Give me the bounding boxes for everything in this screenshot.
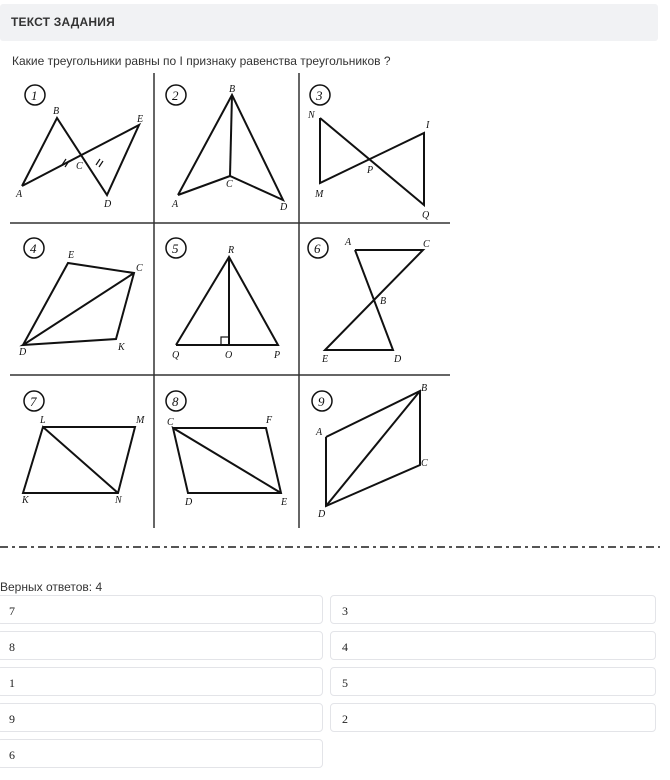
- svg-text:A: A: [16, 189, 23, 200]
- figure-cell-2: [166, 84, 288, 213]
- svg-text:O: O: [225, 350, 233, 361]
- svg-text:C: C: [226, 179, 233, 190]
- svg-text:5: 5: [172, 241, 179, 256]
- svg-text:C: C: [423, 239, 430, 250]
- svg-text:E: E: [322, 354, 329, 365]
- svg-text:6: 6: [314, 241, 321, 256]
- svg-text:P: P: [274, 350, 281, 361]
- svg-text:B: B: [421, 383, 428, 394]
- answer-option[interactable]: 3: [330, 595, 656, 624]
- svg-text:D: D: [318, 509, 326, 520]
- svg-text:M: M: [136, 415, 145, 426]
- svg-text:B: B: [380, 296, 387, 307]
- svg-text:K: K: [22, 495, 29, 506]
- svg-text:4: 4: [30, 241, 37, 256]
- svg-text:8: 8: [172, 394, 179, 409]
- answer-option[interactable]: 7: [0, 595, 323, 624]
- svg-text:C: C: [167, 417, 174, 428]
- answer-option[interactable]: 8: [0, 631, 323, 660]
- figure-cell-1: [15, 85, 143, 210]
- svg-text:E: E: [68, 250, 75, 261]
- svg-text:I: I: [426, 120, 430, 131]
- svg-text:P: P: [367, 165, 374, 176]
- figure-cell-7: [21, 391, 145, 506]
- answer-option[interactable]: 5: [330, 667, 656, 696]
- question-text: Какие треугольники равны по I признаку равенства треугольников ?: [12, 54, 391, 68]
- svg-text:A: A: [172, 199, 179, 210]
- answer-option[interactable]: 1: [0, 667, 323, 696]
- svg-text:1: 1: [31, 88, 38, 103]
- svg-text:N: N: [308, 110, 315, 121]
- figure-cell-8: [166, 391, 287, 508]
- svg-text:C: C: [76, 161, 83, 172]
- svg-text:Q: Q: [172, 350, 180, 361]
- figure-cell-6: [308, 237, 430, 365]
- svg-text:7: 7: [30, 394, 37, 409]
- svg-text:D: D: [394, 354, 402, 365]
- svg-text:2: 2: [172, 88, 179, 103]
- triangles-figure: [10, 73, 450, 528]
- correct-answers-count: Верных ответов: 4: [0, 580, 103, 594]
- svg-text:N: N: [115, 495, 122, 506]
- svg-text:B: B: [53, 106, 60, 117]
- task-title: ТЕКСТ ЗАДАНИЯ: [11, 15, 115, 29]
- svg-text:K: K: [118, 342, 125, 353]
- svg-text:Q: Q: [422, 210, 430, 221]
- svg-text:L: L: [40, 415, 46, 426]
- dashed-separator: [0, 544, 660, 550]
- svg-text:D: D: [185, 497, 193, 508]
- svg-text:A: A: [316, 427, 323, 438]
- figure-cell-5: [166, 238, 280, 361]
- svg-text:C: C: [421, 458, 428, 469]
- svg-text:D: D: [19, 347, 27, 358]
- svg-text:C: C: [136, 263, 143, 274]
- svg-text:E: E: [137, 114, 144, 125]
- answer-option[interactable]: 2: [330, 703, 656, 732]
- answer-option[interactable]: 6: [0, 739, 323, 768]
- svg-text:R: R: [228, 245, 235, 256]
- svg-text:3: 3: [316, 88, 323, 103]
- svg-text:M: M: [315, 189, 324, 200]
- answer-option[interactable]: 9: [0, 703, 323, 732]
- svg-text:F: F: [266, 415, 273, 426]
- svg-text:D: D: [104, 199, 112, 210]
- task-header: [0, 4, 658, 41]
- svg-text:E: E: [281, 497, 288, 508]
- answer-option[interactable]: 4: [330, 631, 656, 660]
- svg-text:D: D: [280, 202, 288, 213]
- figure-cell-3: [307, 85, 430, 221]
- svg-text:9: 9: [318, 394, 325, 409]
- svg-text:B: B: [229, 84, 236, 95]
- figure-cell-4: [18, 238, 143, 358]
- svg-text:A: A: [345, 237, 352, 248]
- figure-cell-9: [312, 383, 428, 520]
